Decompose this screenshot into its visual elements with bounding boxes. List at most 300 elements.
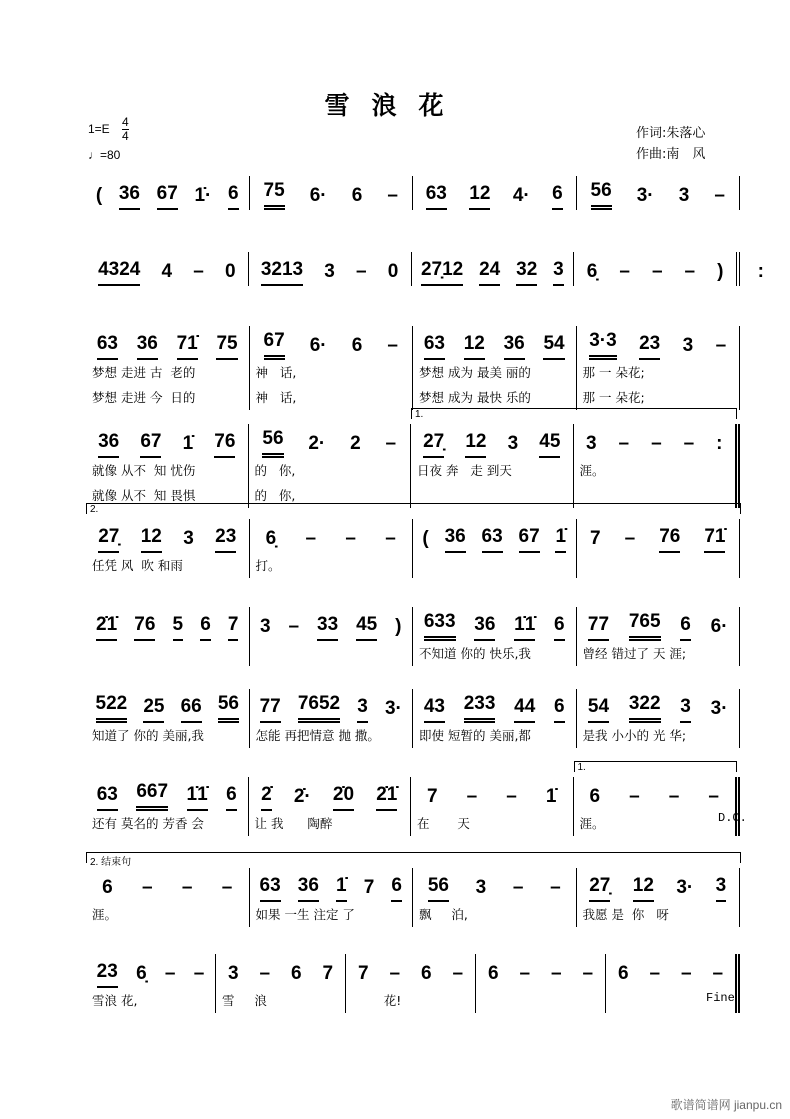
note-group: 0	[387, 261, 399, 282]
note-group: 6	[228, 182, 239, 210]
measure	[574, 762, 741, 836]
measure	[577, 519, 741, 578]
staff-row	[86, 176, 740, 210]
notes	[256, 868, 407, 902]
note-group: 71̇	[704, 525, 725, 553]
note-group: 3	[678, 185, 690, 206]
note-group: 1̇	[545, 786, 557, 807]
staff-row	[86, 504, 740, 578]
note-group: 6	[351, 185, 363, 206]
note-group: 32	[516, 258, 537, 286]
note-group: 2̇1̇	[376, 783, 397, 811]
lyric-line: 涯。	[579, 816, 605, 831]
note-group: 2̇0	[333, 783, 354, 811]
measure	[413, 689, 577, 748]
measure	[86, 504, 250, 578]
time-denominator: 4	[122, 129, 129, 143]
note-group: 1̇1̇	[187, 783, 208, 811]
note-group: 7	[427, 786, 438, 807]
note-group: 23	[215, 525, 236, 553]
note-group: 3·	[636, 185, 654, 206]
notes	[583, 176, 734, 210]
note-group: –	[387, 185, 398, 206]
measure	[86, 176, 250, 210]
measure	[86, 777, 249, 836]
staff-row	[86, 252, 764, 286]
lyric-line: 在 天	[417, 816, 470, 831]
notes	[256, 519, 407, 553]
lyric-line: 梦想 走进 古 老的	[92, 365, 196, 380]
lyric-line	[256, 641, 407, 666]
note-group: 4324	[98, 258, 140, 286]
notes	[92, 689, 243, 723]
notes	[583, 868, 734, 902]
note-group: 6	[102, 877, 113, 898]
note-group: 3	[475, 877, 487, 898]
note-group: 67	[140, 430, 161, 458]
measure	[577, 868, 741, 927]
note-group: 24	[479, 258, 500, 286]
note-group: (	[95, 185, 103, 206]
note-group: 63	[97, 783, 118, 811]
volta-bracket	[86, 503, 251, 514]
notes	[92, 954, 209, 988]
lyric-line: 是我 小小的 光 华;	[582, 728, 687, 743]
measure	[250, 868, 414, 927]
note-group: 2̇	[261, 783, 272, 811]
note-group: –	[385, 528, 396, 549]
measure	[346, 954, 476, 1013]
notes	[92, 519, 243, 553]
staff-row	[86, 762, 740, 836]
note-group: –	[259, 963, 271, 984]
lyric-line: 知道了 你的 美丽,我	[92, 728, 204, 743]
note-group: –	[550, 877, 561, 898]
notes	[256, 176, 407, 210]
note-group: 3	[680, 695, 691, 723]
note-group: –	[708, 786, 719, 807]
note-group: –	[345, 528, 356, 549]
notes	[583, 519, 734, 553]
notes	[580, 424, 730, 458]
measure	[86, 607, 250, 666]
note-group: 2̇·	[293, 786, 311, 807]
lyric-line: 花!	[352, 993, 402, 1008]
measure	[412, 252, 575, 286]
note-group: –	[193, 963, 205, 984]
lyric-line: 我愿 是 你 呀	[582, 907, 669, 922]
note-group: 63	[260, 874, 281, 902]
repeat-sign: :	[757, 261, 764, 282]
notes	[583, 689, 734, 723]
note-group: –	[452, 963, 464, 984]
note-group: –	[714, 185, 725, 206]
note-group: 36	[298, 874, 319, 902]
lyric-line: 不知道 你的 快乐,我	[419, 646, 531, 661]
note-group: 322	[629, 692, 661, 723]
note-group: 233	[464, 692, 496, 723]
song-title: 雪浪花	[324, 91, 466, 120]
note-group: 3·3	[589, 329, 616, 360]
note-group: 6̣	[586, 261, 598, 282]
note-group: 77	[260, 695, 281, 723]
lyric-line: 任凭 风 吹 和雨	[92, 558, 183, 573]
lyric-line: 就像 从不 知 忧伤	[92, 463, 196, 478]
note-group: –	[387, 335, 398, 356]
lyric-line: 的 你,	[254, 463, 296, 478]
note-group: 1̇	[555, 525, 566, 553]
lyric-line: 怎能 再把情意 抛 撒。	[255, 728, 380, 743]
volta-bracket	[574, 761, 738, 772]
note-group: 76	[134, 613, 155, 641]
measure	[86, 252, 249, 286]
note-group: )	[717, 261, 724, 282]
note-group: –	[466, 786, 478, 807]
note-group: 3	[716, 874, 727, 902]
note-group: 6	[420, 963, 432, 984]
note-group: 25	[143, 695, 164, 723]
measure	[250, 607, 414, 666]
note-group: –	[506, 786, 517, 807]
note-group: 4	[161, 261, 173, 282]
lyric-line: 雪浪 花,	[92, 993, 138, 1008]
note-group: 56	[218, 692, 239, 723]
note-group: 3	[553, 258, 564, 286]
note-group: 27̣12	[421, 258, 463, 286]
note-group: 3	[682, 335, 694, 356]
note-group: 63	[424, 332, 445, 360]
note-group: –	[582, 963, 594, 984]
note-group: 63	[426, 182, 447, 210]
note-group: 6·	[309, 335, 327, 356]
measure	[86, 857, 250, 927]
note-group: 1̇·	[194, 185, 212, 206]
lyricist-credit: 作词:朱落心	[636, 126, 706, 141]
note-group: 66	[181, 695, 202, 723]
notes	[419, 176, 570, 210]
note-group: 6	[200, 613, 211, 641]
note-group: 12	[141, 525, 162, 553]
note-group: –	[651, 433, 662, 454]
note-group: 7	[357, 963, 369, 984]
notes	[92, 868, 243, 902]
notes	[256, 689, 407, 723]
note-group: 6·	[309, 185, 327, 206]
note-group: –	[512, 877, 524, 898]
note-group: 75	[216, 332, 237, 360]
notes	[583, 326, 734, 360]
note-group: 6	[680, 613, 691, 641]
note-group: 36	[504, 332, 525, 360]
note-group: 67	[157, 182, 178, 210]
note-group: 6	[290, 963, 302, 984]
lyric-line	[92, 641, 243, 666]
notes	[419, 689, 570, 723]
note-group: –	[181, 877, 193, 898]
lyric-line: 神 话,	[255, 390, 297, 405]
notes	[580, 252, 764, 286]
notes	[612, 954, 729, 988]
note-group: 5	[173, 613, 184, 641]
note-group: –	[221, 877, 233, 898]
note-group: 56	[428, 874, 449, 902]
note-group: 56	[262, 427, 283, 458]
lyric-line: 飘 泊,	[419, 907, 468, 922]
volta-bracket	[413, 852, 578, 863]
note-group: 71̇	[177, 332, 198, 360]
time-signature	[122, 116, 129, 143]
staff-row	[86, 857, 740, 927]
note-group: –	[651, 261, 663, 282]
note-group: 3·	[384, 698, 402, 719]
note-group: 6	[552, 182, 563, 210]
note-group: –	[618, 433, 630, 454]
note-group: 63	[97, 332, 118, 360]
volta-label: 1.	[415, 409, 424, 420]
notes	[417, 777, 567, 811]
note-group: –	[305, 528, 317, 549]
measure	[86, 954, 216, 1013]
measure	[86, 326, 250, 410]
notes	[419, 519, 570, 553]
measure	[250, 326, 414, 410]
volta-label: 2. 结束句	[90, 857, 132, 868]
notes	[580, 777, 730, 811]
note-group: 3	[324, 261, 335, 282]
note-group: –	[519, 963, 531, 984]
volta-bracket	[250, 503, 415, 514]
lyric-line: 打。	[255, 558, 281, 573]
note-group: –	[619, 261, 630, 282]
note-group: 36	[445, 525, 466, 553]
lyric-line: 曾经 错过了 天 涯;	[582, 646, 687, 661]
volta-label: 2.	[90, 504, 99, 515]
note-group: 23	[97, 960, 118, 988]
measure	[249, 424, 412, 508]
measure	[411, 777, 574, 836]
notes	[255, 424, 405, 458]
volta-bracket	[86, 852, 251, 868]
volta-bracket	[577, 503, 742, 514]
note-group: 7	[590, 528, 601, 549]
measure	[86, 424, 249, 508]
note-group: 0	[225, 261, 236, 282]
note-group: 6	[351, 335, 363, 356]
measure	[216, 954, 346, 1013]
note-group: 7652	[298, 692, 340, 723]
note-group: 765	[629, 610, 661, 641]
lyric-line: 日夜 奔 走 到天	[417, 463, 512, 478]
lyric-line	[419, 553, 570, 578]
note-group: 7	[322, 963, 334, 984]
note-group: 6	[617, 963, 629, 984]
note-group: 667	[136, 780, 168, 811]
volta-bracket	[413, 503, 578, 514]
note-group: 6	[391, 874, 402, 902]
note-group: –	[680, 963, 692, 984]
lyric-line: 梦想 成为 最美 丽的	[419, 365, 531, 380]
notes	[255, 777, 405, 811]
notes	[583, 607, 734, 641]
note-group: 6̣	[265, 528, 277, 549]
volta-bracket	[574, 408, 738, 419]
note-group: –	[629, 786, 640, 807]
note-group: 27̣	[589, 874, 610, 902]
volta-bracket	[411, 408, 575, 419]
note-group: –	[385, 433, 397, 454]
notes	[352, 954, 469, 988]
note-group: 45	[356, 613, 377, 641]
measure	[249, 252, 412, 286]
note-group: 12	[469, 182, 490, 210]
lyric-line: 梦想 走进 今 日的	[92, 390, 196, 405]
note-group: 3	[357, 695, 368, 723]
notes	[256, 326, 407, 360]
note-group: 3	[227, 963, 239, 984]
measure	[413, 176, 577, 210]
note-group: 6	[554, 695, 565, 723]
note-group: 3·	[710, 698, 728, 719]
composer-credit: 作曲:南 风	[636, 147, 706, 162]
note-group: 36	[119, 182, 140, 210]
note-group: –	[715, 335, 727, 356]
note-group: 36	[98, 430, 119, 458]
measure	[574, 424, 741, 508]
note-group: 23	[639, 332, 660, 360]
staff-row	[86, 689, 740, 748]
lyric-line	[583, 553, 734, 578]
measure	[476, 954, 606, 1013]
navigation-mark: D.C.	[718, 811, 747, 825]
note-group: –	[649, 963, 661, 984]
measure	[574, 252, 764, 286]
lyric-line: 还有 莫名的 芳香 会	[92, 816, 204, 831]
notes	[92, 252, 242, 286]
note-group: 3	[585, 433, 597, 454]
notes	[417, 424, 567, 458]
note-group: –	[356, 261, 367, 282]
note-group: 3	[183, 528, 194, 549]
note-group: 12	[633, 874, 654, 902]
notes	[419, 607, 570, 641]
note-group: –	[684, 261, 696, 282]
note-group: 43	[424, 695, 445, 723]
note-group: 76	[214, 430, 235, 458]
note-group: 33	[317, 613, 338, 641]
note-group: 75	[264, 179, 285, 210]
note-group: –	[142, 877, 153, 898]
note-group: 1̇1̇	[514, 613, 535, 641]
note-group: 6	[226, 783, 237, 811]
note-group: 3·	[676, 877, 694, 898]
notes	[92, 326, 243, 360]
note-group: –	[164, 963, 176, 984]
measure	[250, 176, 414, 210]
note-group: –	[712, 963, 724, 984]
lyric-line: 雪 浪	[222, 993, 267, 1008]
lyric-line: 即使 短暂的 美丽,都	[419, 728, 531, 743]
notes	[255, 252, 405, 286]
note-group: 54	[588, 695, 609, 723]
key-signature: 1=E	[88, 122, 110, 136]
volta-bracket	[250, 852, 415, 863]
measure	[577, 326, 741, 410]
staff-row	[86, 409, 740, 508]
measure	[577, 689, 741, 748]
repeat-sign: :	[716, 433, 723, 454]
lyric-line: 那 一 朵花;	[582, 365, 645, 380]
note-group: 6̣	[136, 963, 147, 984]
lyric-line: 涯。	[579, 463, 605, 478]
measure	[250, 519, 414, 578]
measure	[577, 176, 741, 210]
notes	[256, 607, 407, 641]
staff-row	[86, 607, 740, 666]
note-group: 77	[588, 613, 609, 641]
note-group: –	[288, 616, 300, 637]
note-group: –	[624, 528, 636, 549]
lyric-line: 让 我 陶醉	[254, 816, 333, 831]
lyric-line: 的 你,	[254, 488, 296, 503]
note-group: 45	[539, 430, 560, 458]
note-group: 27̣	[423, 430, 444, 458]
note-group: 6·	[710, 616, 728, 637]
lyric-line: 如果 一生 注定 了	[255, 907, 355, 922]
note-group: 76	[659, 525, 680, 553]
note-group: 27̣	[98, 525, 119, 553]
note-group: 67	[519, 525, 540, 553]
lyric-line: 梦想 成为 最快 乐的	[419, 390, 531, 405]
measure	[86, 689, 250, 748]
measure	[411, 409, 574, 508]
note-group: 56	[591, 179, 612, 210]
note-group: 36	[137, 332, 158, 360]
tempo-marking: ♩=80	[88, 148, 121, 162]
note-group: 7	[363, 877, 375, 898]
note-group: )	[395, 616, 402, 637]
note-group: 54	[543, 332, 564, 360]
lyric-line: 涯。	[92, 907, 118, 922]
note-group: 1̇	[182, 433, 194, 454]
notes	[222, 954, 339, 988]
measure	[413, 326, 577, 410]
note-group: 6	[589, 786, 601, 807]
note-group: 3	[259, 616, 271, 637]
note-group: 7	[228, 613, 239, 641]
notes	[92, 424, 242, 458]
note-group: 44	[514, 695, 535, 723]
notes	[419, 868, 570, 902]
time-numerator: 4	[122, 115, 129, 129]
notes	[419, 326, 570, 360]
note-group: 633	[424, 610, 456, 641]
note-group: 4·	[512, 185, 530, 206]
note-group: –	[683, 433, 695, 454]
note-group: 12	[464, 332, 485, 360]
note-group: 36	[474, 613, 495, 641]
lyric-line: 就像 从不 知 畏惧	[92, 488, 196, 503]
note-group: 6	[554, 613, 565, 641]
note-group: –	[550, 963, 562, 984]
measure	[249, 777, 412, 836]
volta-bracket	[577, 852, 742, 863]
notes	[418, 252, 568, 286]
measure	[413, 868, 577, 927]
note-group: 2	[350, 433, 361, 454]
staff-row	[86, 954, 740, 1013]
measure	[413, 607, 577, 666]
staff-row	[86, 326, 740, 410]
